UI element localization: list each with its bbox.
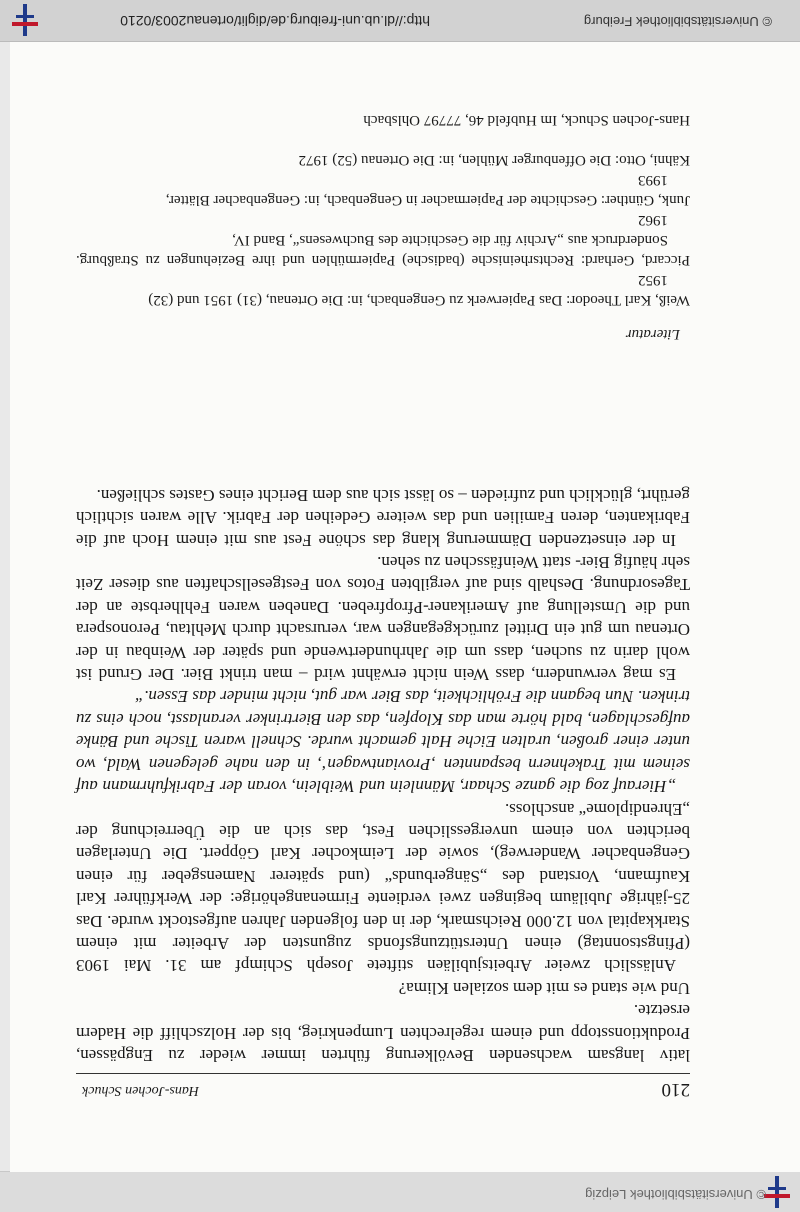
reference-text: Piccard, Gerhard: Rechtsrheinische (badische) Papiermühlen und ihre Beziehungen zu Straßburg. Sonderdruck aus „Archiv für die Geschichte des Buchwesens“, Band IV, [76, 232, 690, 268]
copyright-notice: © Universitätsbibliothek Freiburg [583, 14, 772, 29]
reference-year: 1962 [638, 212, 668, 228]
literature-entry [76, 170, 690, 210]
author-address: Hans-Jochen Schuck, Im Hubfeld 46, 77797 Ohlsbach [363, 112, 690, 128]
body-text [76, 483, 690, 1066]
viewer-bottom-bar [0, 0, 800, 42]
literature-heading: Literatur [625, 326, 680, 342]
paragraph: In der einsetzenden Dämmerung klang das schöne Fest aus mit einem Hoch auf die Fabrikanten, deren Familien und das weitere Gedeihen der Fabrik. Alle waren sichtlich gerührt, glücklich und zufrieden – so lässt sich aus dem Bericht eines Gastes schließen. [76, 485, 690, 550]
literature-entry [76, 270, 690, 310]
top-bar-text: © Universitätsbibliothek Leipzig [585, 1187, 766, 1202]
running-head: Hans-Jochen Schuck [82, 1083, 200, 1098]
literature-entry [76, 150, 690, 170]
paragraph: lativ langsam wachsenden Bevölkerung führten immer wieder zu Engpässen, Produktionsstopp und einem regelrechten Lumpenkrieg, bis der Holzschliff die Hadern ersetzte. [76, 1001, 690, 1065]
header-rule [76, 1073, 690, 1074]
literature-list [76, 150, 690, 310]
reference-year: 1952 [638, 272, 668, 288]
reference-year: 1993 [638, 172, 668, 188]
paragraph: Anlässlich zweier Arbeitsjubiläen stiftete Joseph Schimpf am 31. Mai 1903 (Pfingstsonntag) einen Unterstützungsfonds zugunsten der Arbeiter mit einem Starkkapital von 12.000 Reichsmark, der in den folgenden Jahren aufgestockt wurde. Das 25-jährige Jubiläum begingen zwei verdiente Firmenangehörige: der Werkführer Karl Kaufmann, Vorstand des „Sängerbunds“ (und späterer Namensgeber für einen Gengenbacher Wanderweg), sowie der Leimkocher Karl Göppert. Die Unterlagen berichten von einem unvergesslichen Fest, das sich an die Überreichung der „Ehrendiplome“ anschloss. [76, 799, 690, 976]
reference-text: Kähni, Otto: Die Offenburger Mühlen, in: Die Ortenau (52) 1972 [298, 152, 690, 168]
quotation-paragraph: „Hierauf zog die ganze Schaar, Männlein und Weiblein, voran der Fabrikfuhrmann auf seinem mit Trakehnern bespannten ‚Proviantwagen‘, in den nahe gelegenen Wald, wo unter einer großen, uralten Eiche Halt gemacht wurde. Schnell waren Tische und Bänke aufgeschlagen, bald hörte man das Klopfen, das den Biertrinker veranlasst, noch eins zu trinken. Nun begann die Fröhlichkeit, das Bier war gut, nicht minder das Essen.“ [76, 687, 690, 797]
reference-text: Junk, Günther: Geschichte der Papiermacher in Gengenbach, in: Gengenbacher Blätter, [165, 192, 690, 208]
source-url[interactable]: http://dl.ub.uni-freiburg.de/diglit/ortenau2003/0210 [120, 13, 430, 29]
reference-text: Weiß, Karl Theodor: Das Papierwerk zu Gengenbach, in: Die Ortenau, (31) 1951 und (32) [148, 292, 690, 308]
literature-entry [76, 210, 690, 270]
document-page [10, 42, 800, 1172]
page-number: 210 [661, 1079, 690, 1100]
viewer-top-bar [0, 1171, 800, 1212]
paragraph: Es mag verwundern, dass Wein nicht erwähnt wird – man trinkt Bier. Der Grund ist wohl darin zu suchen, dass um die Jahrhundertwende und später der Weinbau in der Ortenau um gut ein Drittel zurückgegangen war, verursacht durch Mehltau, Peronospera und die Umstellung auf Amerikaner-Pfropfreben. Daneben waren Fehlherbste an der Tagesordnung. Deshalb sind auf vergilbten Fotos von Festgesellschaften aus dieser Zeit sehr häufig Bier- statt Weinfässchen zu sehen. [76, 553, 690, 685]
paragraph: Und wie stand es mit dem sozialen Klima? [398, 978, 690, 998]
library-logo-icon [8, 4, 42, 36]
